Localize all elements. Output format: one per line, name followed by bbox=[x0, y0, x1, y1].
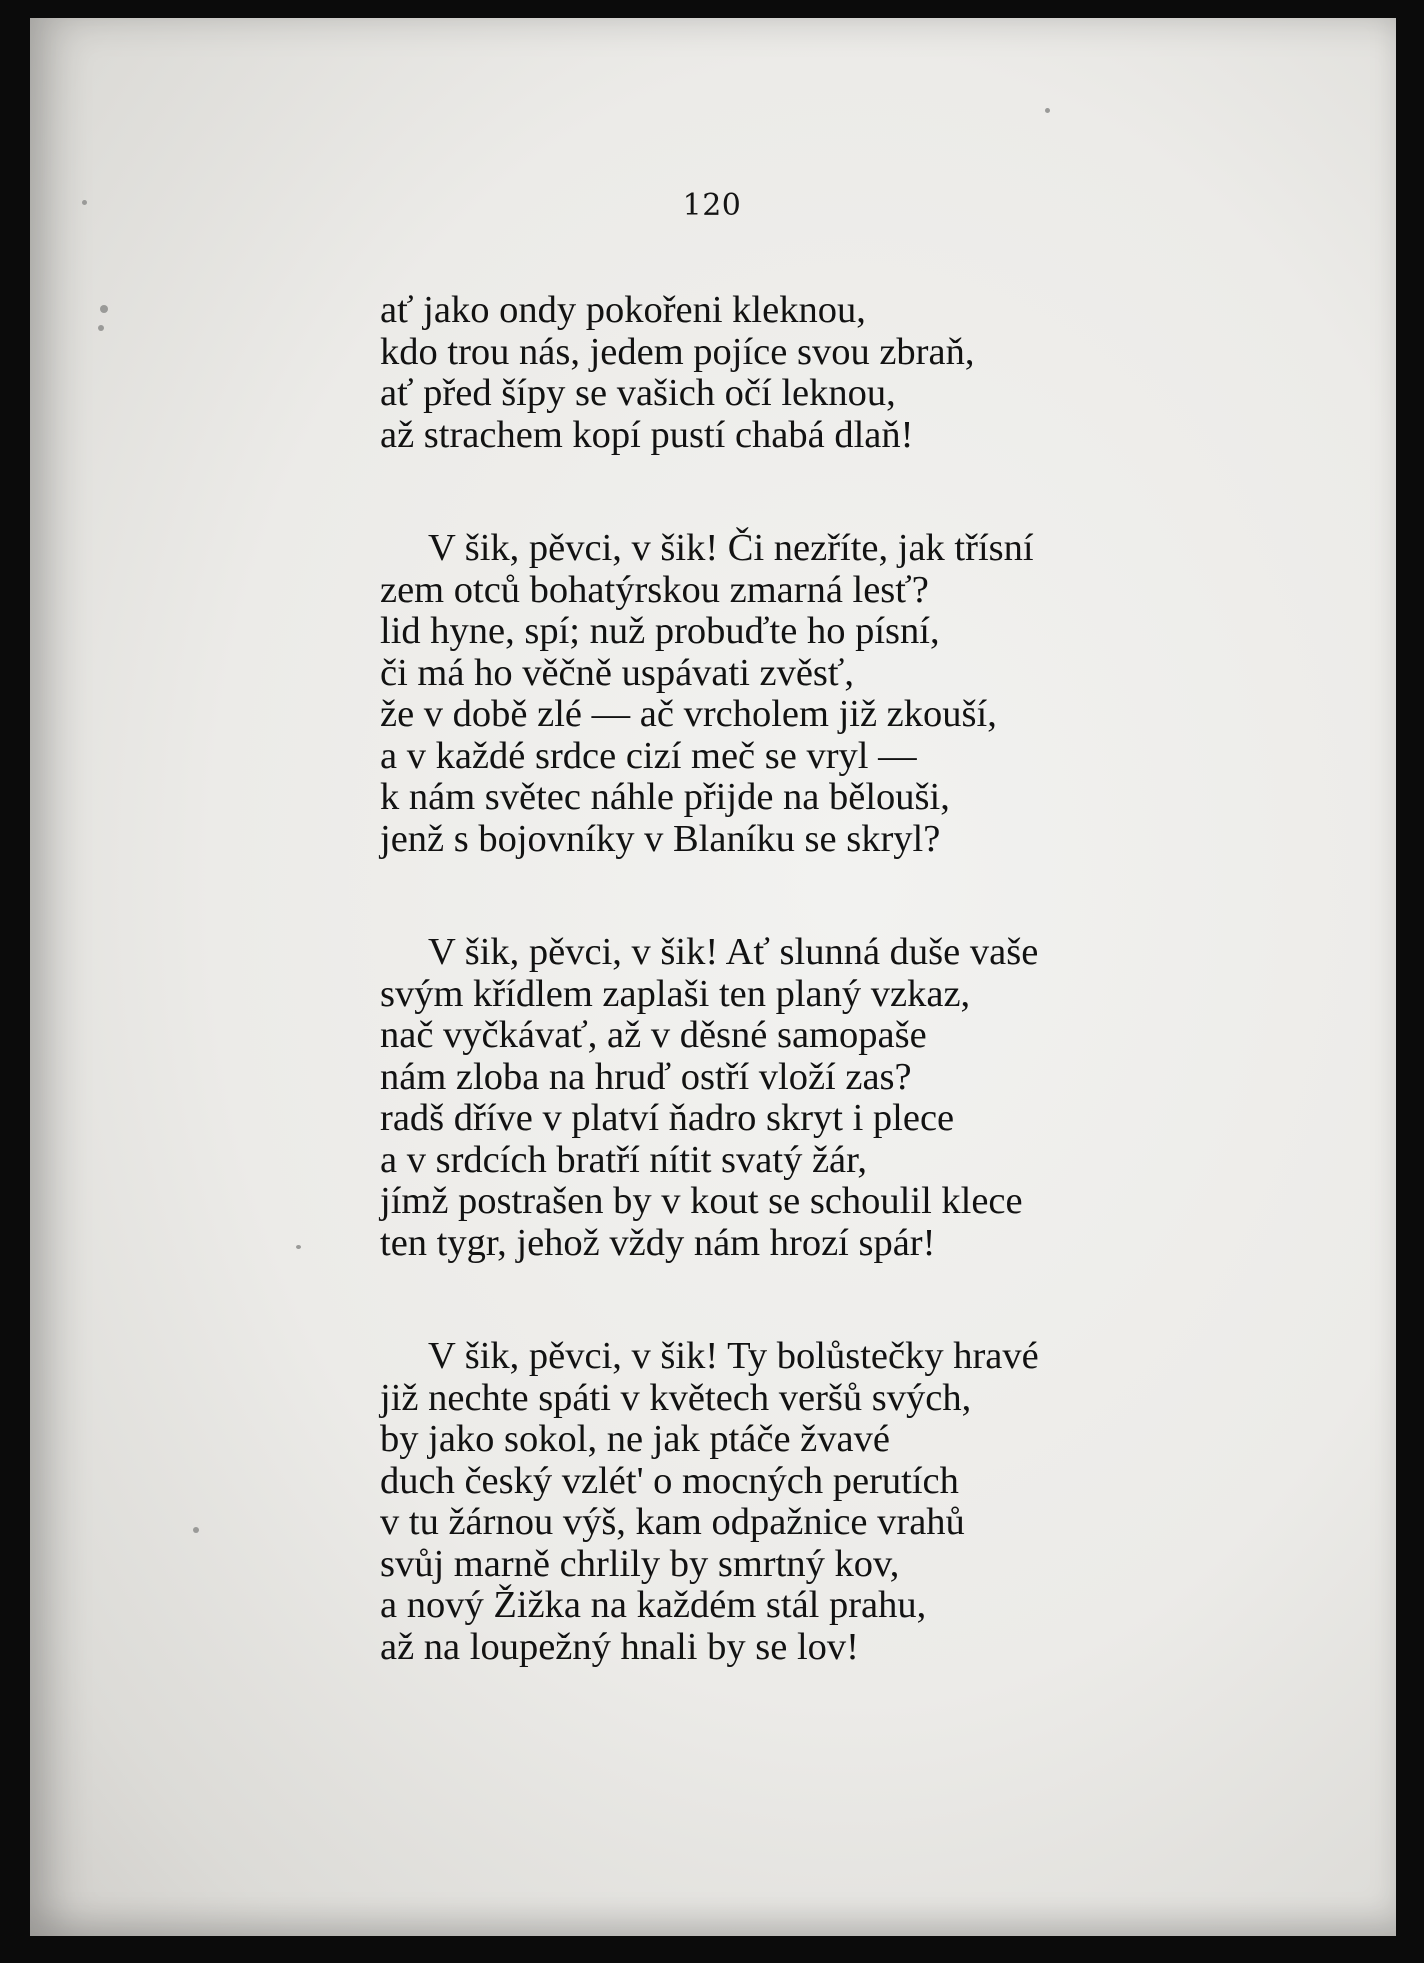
stanza bbox=[380, 932, 1200, 1264]
poem-line: lid hyne, spí; nuž probuďte ho písní, bbox=[380, 610, 940, 652]
poem-line: a v srdcích bratří nítit svatý žár, bbox=[380, 1138, 868, 1181]
stanza bbox=[380, 1336, 1200, 1668]
poem-line: až strachem kopí pustí chabá dlaň! bbox=[380, 413, 914, 456]
poem-line: duch český vzlét' o mocných perutích bbox=[380, 1459, 959, 1502]
poem-line: v tu žárnou výš, kam odpažnice vrahů bbox=[380, 1501, 965, 1543]
poem-line: V šik, pěvci, v šik! Či nezříte, jak třísní bbox=[428, 527, 1034, 569]
poem-line: nač vyčkávať, až v děsné samopaše bbox=[380, 1014, 927, 1056]
paper-speck bbox=[100, 305, 108, 313]
poem-line: ať před šípy se vašich očí leknou, bbox=[380, 372, 896, 414]
poem-line: nám zloba na hruď ostří vloží zas? bbox=[380, 1055, 912, 1098]
poem-line: až na loupežný hnali by se lov! bbox=[380, 1625, 859, 1668]
poem-line: že v době zlé — ač vrcholem již zkouší, bbox=[380, 693, 997, 735]
poem-line: radš dříve v platví ňadro skryt i plece bbox=[380, 1097, 955, 1139]
poem-line: svým křídlem zaplaši ten planý vzkaz, bbox=[380, 972, 971, 1015]
stanza bbox=[380, 528, 1200, 860]
poem-line: by jako sokol, ne jak ptáče žvavé bbox=[380, 1418, 890, 1460]
paper-speck bbox=[98, 325, 104, 331]
poem-line: ten tygr, jehož vždy nám hrozí spár! bbox=[380, 1221, 936, 1264]
poem-line: ať jako ondy pokořeni kleknou, bbox=[380, 289, 866, 331]
poem-line: již nechte spáti v květech veršů svých, bbox=[380, 1376, 972, 1419]
paper-speck bbox=[193, 1527, 199, 1533]
poem-line: jímž postrašen by v kout se schoulil klece bbox=[380, 1180, 1023, 1222]
page-number: 120 bbox=[682, 188, 742, 223]
poem-line: zem otců bohatýrskou zmarná lesť? bbox=[380, 568, 929, 611]
poem-line: a nový Žižka na každém stál prahu, bbox=[380, 1584, 927, 1626]
poem-line: kdo trou nás, jedem pojíce svou zbraň, bbox=[380, 330, 975, 373]
poem-line: svůj marně chrlily by smrtný kov, bbox=[380, 1542, 900, 1585]
poem-line: V šik, pěvci, v šik! Ať slunná duše vaše bbox=[428, 931, 1039, 973]
poem-line: V šik, pěvci, v šik! Ty bolůstečky hravé bbox=[428, 1335, 1039, 1377]
poem-line: jenž s bojovníky v Blaníku se skryl? bbox=[380, 817, 941, 860]
paper-speck bbox=[296, 1245, 301, 1249]
paper-speck bbox=[1045, 108, 1050, 113]
poem-line: k nám světec náhle přijde na bělouši, bbox=[380, 776, 950, 818]
poem-line: či má ho věčně uspávati zvěsť, bbox=[380, 651, 854, 694]
stanza bbox=[380, 290, 1200, 456]
poem-body bbox=[380, 290, 1200, 1668]
poem-line: a v každé srdce cizí meč se vryl — bbox=[380, 734, 917, 777]
